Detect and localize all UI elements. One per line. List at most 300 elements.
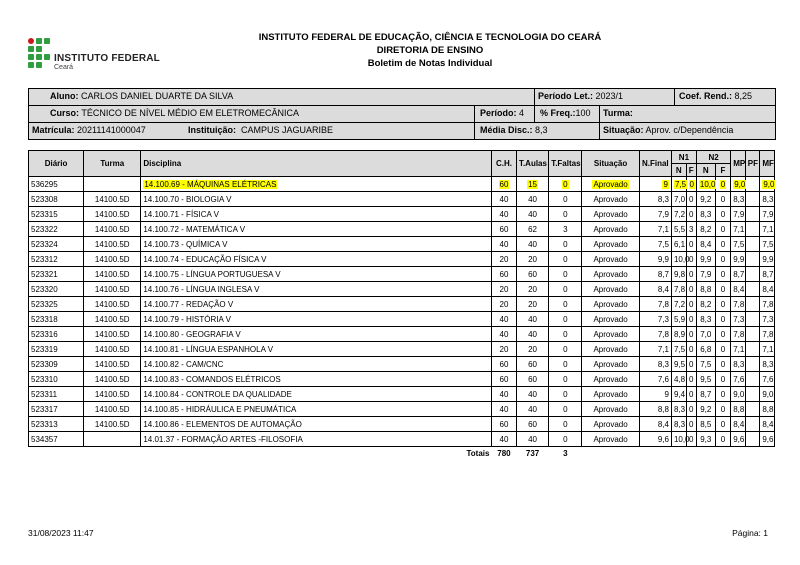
ch-value: 40: [499, 434, 509, 444]
diario-value: 523316: [31, 329, 58, 339]
mf-value: 7,1: [762, 224, 774, 234]
aulas-value: 40: [528, 434, 538, 444]
cell-n2: [696, 207, 715, 222]
cell-ch: [491, 357, 516, 372]
situacao-value: Aprovado: [593, 374, 628, 384]
nfinal-value: 7,9: [657, 209, 669, 219]
col-n1-nota: N: [671, 164, 686, 177]
mp-value: 9,0: [733, 389, 745, 399]
cell-faltas: [549, 222, 582, 237]
mp-value: 7,8: [733, 329, 745, 339]
aluno-value: CARLOS DANIEL DUARTE DA SILVA: [81, 91, 234, 101]
mf-value: 7,3: [762, 314, 774, 324]
cell-nfinal: [639, 252, 671, 267]
cell-nfinal: [639, 357, 671, 372]
mf-value: 7,8: [762, 329, 774, 339]
cell-pf: [745, 387, 760, 402]
cell-mf: [760, 372, 775, 387]
cell-faltas: [549, 387, 582, 402]
cell-disciplina: [141, 387, 492, 402]
diario-value: 523318: [31, 314, 58, 324]
cell-diario: [29, 207, 84, 222]
cell-mp: [731, 222, 746, 237]
f2-value: 0: [720, 374, 726, 384]
cell-faltas: [549, 417, 582, 432]
cell-disciplina: [141, 282, 492, 297]
periodo-letivo-label: Período Let.:: [538, 91, 594, 101]
cell-diario: [29, 342, 84, 357]
periodo-label: Período:: [480, 108, 517, 118]
n2-value: 8,3: [700, 209, 712, 219]
nfinal-value: 8,7: [657, 269, 669, 279]
cell-turma: [84, 357, 141, 372]
f2-value: 0: [720, 404, 726, 414]
cell-f2: [715, 207, 731, 222]
nfinal-value: 9: [664, 389, 669, 399]
n1-value: 7,2: [673, 299, 686, 309]
cell-disciplina: [141, 357, 492, 372]
n2-value: 7,9: [700, 269, 712, 279]
ch-value: 60: [499, 374, 509, 384]
f1-value: 0: [688, 374, 694, 384]
nfinal-value: 9,9: [657, 254, 669, 264]
disciplina-value: 14.100.69 - MÁQUINAS ELÉTRICAS: [144, 179, 277, 189]
diario-value: 523313: [31, 419, 58, 429]
cell-ch: [491, 402, 516, 417]
cell-faltas: [549, 372, 582, 387]
freq-field: [540, 108, 591, 118]
col-mf: MF: [760, 151, 775, 177]
situacao-value: Aprovado: [593, 299, 628, 309]
mf-value: 9,9: [762, 254, 774, 264]
situacao-field: [603, 125, 733, 135]
aulas-value: 40: [528, 404, 538, 414]
f1-value: 0: [688, 269, 694, 279]
situacao-value: Aprovado: [593, 389, 628, 399]
curso-value: TÉCNICO DE NÍVEL MÉDIO EM ELETROMECÂNICA: [81, 108, 300, 118]
aulas-value: 40: [528, 194, 538, 204]
freq-value: 100: [575, 108, 591, 118]
aulas-value: 15: [528, 179, 538, 189]
cell-situacao: [582, 312, 639, 327]
col-pf: PF: [745, 151, 760, 177]
turma-value: 14100.5D: [94, 269, 130, 279]
mf-value: 7,5: [762, 239, 774, 249]
situacao-label: Situação:: [603, 125, 644, 135]
cell-n1: [671, 192, 686, 207]
aulas-value: 40: [528, 314, 538, 324]
f2-value: 0: [720, 314, 726, 324]
cell-diario: [29, 282, 84, 297]
cell-pf: [745, 267, 760, 282]
cell-situacao: [582, 327, 639, 342]
grades-table: [28, 150, 775, 459]
cell-nfinal: [639, 297, 671, 312]
cell-n2: [696, 282, 715, 297]
cell-disciplina: [141, 177, 492, 192]
cell-mf: [760, 402, 775, 417]
cell-f1: [686, 327, 696, 342]
cell-disciplina: [141, 267, 492, 282]
col-disciplina: Disciplina: [141, 151, 492, 177]
n2-value: 6,8: [700, 344, 712, 354]
cell-f2: [715, 222, 731, 237]
n2-value: 9,2: [700, 404, 712, 414]
table-row: [29, 252, 775, 267]
aulas-value: 60: [528, 374, 538, 384]
situacao-value: Aprovado: [593, 194, 628, 204]
faltas-value: 0: [563, 179, 568, 189]
cell-diario: [29, 417, 84, 432]
cell-f2: [715, 342, 731, 357]
disciplina-value: 14.100.83 - COMANDOS ELÉTRICOS: [143, 374, 281, 384]
mp-value: 7,1: [733, 344, 745, 354]
cell-f2: [715, 387, 731, 402]
cell-mp: [731, 252, 746, 267]
table-row: [29, 177, 775, 192]
ch-value: 40: [499, 194, 509, 204]
disciplina-value: 14.100.79 - HISTÓRIA V: [143, 314, 231, 324]
cell-mf: [760, 222, 775, 237]
cell-f1: [686, 342, 696, 357]
n1-value: 7,5: [673, 344, 686, 354]
f2-value: 0: [720, 254, 726, 264]
mp-value: 8,4: [733, 284, 745, 294]
faltas-value: 0: [563, 314, 568, 324]
cell-n2: [696, 297, 715, 312]
periodo-letivo-field: [538, 91, 623, 101]
turma-field: [603, 108, 633, 118]
cell-mf: [760, 252, 775, 267]
table-row: [29, 222, 775, 237]
cell-situacao: [582, 192, 639, 207]
disciplina-value: 14.100.70 - BIOLOGIA V: [143, 194, 232, 204]
cell-aulas: [516, 222, 548, 237]
aulas-value: 20: [528, 299, 538, 309]
col-aulas: T.Aulas: [516, 151, 548, 177]
cell-mp: [731, 177, 746, 192]
cell-disciplina: [141, 237, 492, 252]
n1-value: 7,2: [673, 209, 686, 219]
cell-pf: [745, 342, 760, 357]
n2-value: 9,2: [700, 194, 712, 204]
mf-value: 7,6: [762, 374, 774, 384]
mp-value: 7,9: [733, 209, 745, 219]
instituicao-label: Instituição:: [188, 125, 237, 135]
cell-nfinal: [639, 267, 671, 282]
table-row: [29, 417, 775, 432]
mf-value: 9,6: [762, 434, 774, 444]
cell-mp: [731, 297, 746, 312]
col-n2-faltas: F: [715, 164, 731, 177]
cell-pf: [745, 177, 760, 192]
disciplina-value: 14.100.76 - LÍNGUA INGLESA V: [143, 284, 260, 294]
cell-turma: [84, 177, 141, 192]
mp-value: 8,3: [733, 194, 745, 204]
faltas-value: 0: [563, 374, 568, 384]
cell-ch: [491, 312, 516, 327]
diario-value: 523311: [31, 389, 58, 399]
cell-mf: [760, 297, 775, 312]
mp-value: 9,9: [733, 254, 745, 264]
cell-mp: [731, 417, 746, 432]
cell-pf: [745, 222, 760, 237]
disciplina-value: 14.100.77 - REDAÇÃO V: [143, 299, 234, 309]
turma-value: 14100.5D: [94, 359, 130, 369]
faltas-value: 0: [563, 389, 568, 399]
nfinal-value: 7,5: [657, 239, 669, 249]
cell-situacao: [582, 177, 639, 192]
situacao-value: Aprovado: [593, 284, 628, 294]
cell-mf: [760, 282, 775, 297]
cell-disciplina: [141, 222, 492, 237]
cell-aulas: [516, 312, 548, 327]
cell-mf: [760, 432, 775, 447]
table-row: [29, 267, 775, 282]
cell-n1: [671, 327, 686, 342]
f2-value: 0: [720, 434, 726, 444]
cell-faltas: [549, 402, 582, 417]
cell-n1: [671, 357, 686, 372]
f2-value: 0: [720, 419, 726, 429]
cell-n1: [671, 372, 686, 387]
situacao-value: Aprovado: [593, 329, 628, 339]
matricula-field: [32, 125, 146, 135]
faltas-value: 0: [563, 269, 568, 279]
situacao-value: Aprovado: [593, 224, 628, 234]
cell-ch: [491, 327, 516, 342]
nfinal-value: 8,4: [657, 284, 669, 294]
table-row: [29, 237, 775, 252]
aulas-value: 20: [528, 284, 538, 294]
coef-rend-label: Coef. Rend.:: [679, 91, 732, 101]
n1-value: 9,8: [673, 269, 686, 279]
cell-f1: [686, 192, 696, 207]
ch-value: 60: [499, 269, 509, 279]
cell-disciplina: [141, 417, 492, 432]
media-value: 8,3: [535, 125, 548, 135]
cell-mf: [760, 237, 775, 252]
cell-n1: [671, 297, 686, 312]
totals-ch: 780: [497, 448, 511, 458]
cell-situacao: [582, 342, 639, 357]
aulas-value: 60: [528, 269, 538, 279]
f2-value: 0: [720, 224, 726, 234]
totals-aulas: 737: [525, 448, 540, 458]
turma-label: Turma:: [603, 108, 633, 118]
disciplina-value: 14.100.73 - QUÍMICA V: [143, 239, 228, 249]
table-row: [29, 207, 775, 222]
ch-value: 40: [499, 239, 509, 249]
cell-nfinal: [639, 432, 671, 447]
cell-turma: [84, 327, 141, 342]
cell-f1: [686, 207, 696, 222]
faltas-value: 3: [563, 224, 568, 234]
faltas-value: 0: [563, 299, 568, 309]
cell-n1: [671, 237, 686, 252]
cell-nfinal: [639, 207, 671, 222]
cell-n1: [671, 432, 690, 447]
situacao-value: Aprovado: [593, 179, 628, 189]
cell-pf: [745, 282, 760, 297]
cell-ch: [491, 222, 516, 237]
cell-n2: [696, 357, 715, 372]
disciplina-value: 14.100.75 - LÍNGUA PORTUGUESA V: [143, 269, 281, 279]
situacao-value: Aprovado: [593, 254, 628, 264]
cell-mp: [731, 342, 746, 357]
n1-value: 9,4: [673, 389, 686, 399]
periodo-value: 4: [519, 108, 525, 118]
mp-value: 9,6: [733, 434, 745, 444]
cell-pf: [745, 252, 760, 267]
cell-turma: [84, 312, 141, 327]
cell-diario: [29, 252, 84, 267]
freq-label: % Freq.:: [540, 108, 576, 118]
cell-f2: [715, 402, 731, 417]
faltas-value: 0: [563, 434, 568, 444]
matricula-label: Matrícula:: [32, 125, 75, 135]
disciplina-value: 14.100.81 - LÍNGUA ESPANHOLA V: [143, 344, 274, 354]
cell-turma: [84, 372, 141, 387]
cell-disciplina: [141, 252, 492, 267]
turma-value: 14100.5D: [94, 419, 130, 429]
cell-aulas: [516, 282, 548, 297]
cell-ch: [491, 207, 516, 222]
f1-value: 0: [688, 344, 694, 354]
aluno-label: Aluno:: [50, 91, 79, 101]
cell-n2: [696, 372, 715, 387]
cell-situacao: [582, 417, 639, 432]
cell-mp: [731, 372, 746, 387]
ch-value: 60: [499, 224, 509, 234]
cell-faltas: [549, 282, 582, 297]
f1-value: 0: [688, 419, 694, 429]
cell-aulas: [516, 402, 548, 417]
faltas-value: 0: [563, 359, 568, 369]
cell-nfinal: [639, 327, 671, 342]
n1-value: 7,8: [673, 284, 686, 294]
cell-n2: [696, 192, 715, 207]
cell-n1: [671, 252, 690, 267]
periodo-field: [480, 108, 524, 118]
footer-page: Página: 1: [732, 528, 768, 538]
cell-turma: [84, 222, 141, 237]
cell-n1: [671, 402, 686, 417]
logo-subtitle: Ceará: [54, 64, 74, 71]
cell-aulas: [516, 342, 548, 357]
table-row: [29, 282, 775, 297]
cell-f1: [686, 267, 696, 282]
cell-n2: [696, 267, 715, 282]
table-row: [29, 312, 775, 327]
nfinal-value: 7,1: [657, 224, 669, 234]
cell-mp: [731, 192, 746, 207]
cell-n2: [696, 237, 715, 252]
cell-faltas: [549, 177, 582, 192]
cell-f2: [715, 372, 731, 387]
disciplina-value: 14.100.86 - ELEMENTOS DE AUTOMAÇÃO: [143, 419, 302, 429]
cell-situacao: [582, 207, 639, 222]
cell-turma: [84, 267, 141, 282]
cell-f1: [686, 312, 696, 327]
cell-n1: [671, 222, 686, 237]
mp-value: 7,3: [733, 314, 745, 324]
table-row: [29, 432, 775, 447]
diario-value: 523321: [31, 269, 58, 279]
f1-value: 0: [688, 434, 694, 444]
cell-diario: [29, 192, 84, 207]
nfinal-value: 7,8: [657, 299, 669, 309]
cell-nfinal: [639, 237, 671, 252]
student-info-panel: [28, 88, 775, 139]
diario-value: 523324: [31, 239, 58, 249]
cell-mp: [731, 207, 746, 222]
cell-diario: [29, 327, 84, 342]
periodo-letivo-value: 2023/1: [595, 91, 624, 101]
turma-value: 14100.5D: [94, 254, 130, 264]
cell-n1: [671, 282, 686, 297]
cell-faltas: [549, 357, 582, 372]
cell-mp: [731, 402, 746, 417]
aulas-value: 40: [528, 209, 538, 219]
directorate-title: DIRETORIA DE ENSINO: [376, 45, 484, 56]
cell-nfinal: [639, 387, 671, 402]
cell-f1: [686, 357, 696, 372]
nfinal-value: 7,8: [657, 329, 669, 339]
faltas-value: 0: [563, 194, 568, 204]
f1-value: 0: [688, 359, 694, 369]
f2-value: 0: [720, 299, 726, 309]
nfinal-value: 8,8: [657, 404, 669, 414]
disciplina-value: 14.100.71 - FÍSICA V: [143, 209, 219, 219]
mf-value: 8,4: [762, 284, 774, 294]
f1-value: 0: [688, 239, 694, 249]
cell-disciplina: [141, 312, 492, 327]
n2-value: 7,5: [700, 359, 712, 369]
cell-f2: [715, 312, 731, 327]
cell-situacao: [582, 297, 639, 312]
cell-nfinal: [639, 222, 671, 237]
cell-diario: [29, 222, 84, 237]
cell-faltas: [549, 252, 582, 267]
cell-situacao: [582, 267, 639, 282]
coef-rend-field: [679, 91, 752, 101]
cell-mp: [731, 357, 746, 372]
cell-diario: [29, 312, 84, 327]
cell-pf: [745, 327, 760, 342]
cell-n2: [696, 402, 715, 417]
diario-value: 523312: [31, 254, 58, 264]
cell-mf: [760, 177, 775, 192]
cell-nfinal: [639, 192, 671, 207]
faltas-value: 0: [563, 404, 568, 414]
mf-value: 8,7: [762, 269, 774, 279]
aulas-value: 20: [528, 344, 538, 354]
cell-ch: [491, 252, 516, 267]
cell-aulas: [516, 237, 548, 252]
cell-diario: [29, 297, 84, 312]
cell-f1: [686, 282, 696, 297]
table-row: [29, 372, 775, 387]
mf-value: 8,4: [762, 419, 774, 429]
cell-diario: [29, 237, 84, 252]
mp-value: 7,5: [733, 239, 745, 249]
table-row: [29, 387, 775, 402]
disciplina-value: 14.100.80 - GEOGRAFIA V: [143, 329, 241, 339]
cell-mf: [760, 342, 775, 357]
n1-value: 8,9: [673, 329, 686, 339]
cell-nfinal: [639, 342, 671, 357]
